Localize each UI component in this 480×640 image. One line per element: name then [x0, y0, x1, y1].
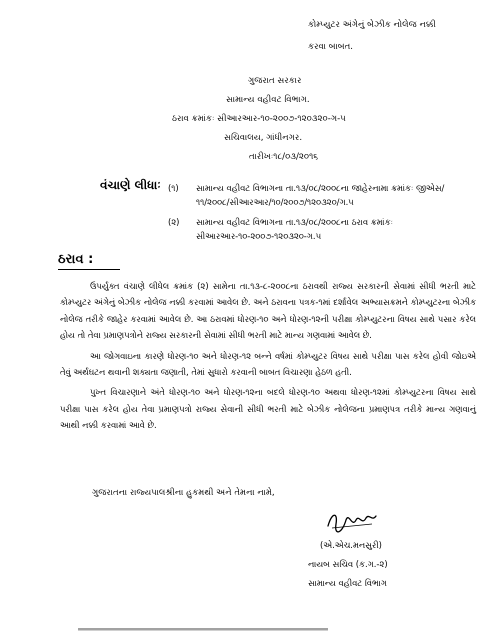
signatory-department: સામાન્ય વહીવટ વિભાગ	[308, 578, 387, 588]
reference-item	[168, 215, 473, 243]
letterhead	[150, 72, 390, 167]
closing-line: ગુજરાતના રાજ્યપાલશ્રીના હુકમથી અને તેમના નામે,	[92, 488, 275, 498]
signature-mark	[322, 508, 382, 536]
subject-line-2: કરવા બાબત.	[308, 42, 354, 52]
subject-line-1: કોમ્પ્યુટર અંગેનું બેઝીક નોલેજ નક્કી	[308, 20, 436, 30]
footer-strip	[78, 627, 328, 634]
resolution-body	[60, 278, 476, 438]
body-paragraph: પુખ્ત વિચારણાને અંતે ધોરણ-૧૦ અને ધોરણ-૧૨ના બદલે ધોરણ-૧૦ અથવા ધોરણ-૧૨માં કોમ્પ્યુટરના વિષય સાથે પરીક્ષા પાસ કરેલ હોય તેવા પ્રમાણપત્રો રાજ્ય સેવાની સીધી ભરતી માટે બેઝીક નોલેજના પ્રમાણપત્ર તરીકે માન્ય ગણવાનું આથી નક્કી કરવામાં આવે છે.	[60, 387, 476, 431]
footer-print-marks	[78, 627, 328, 632]
subject-block	[308, 14, 476, 58]
resolution-heading: ઠરાવ :	[58, 252, 94, 267]
resolution-number: ઠરાવ ક્રમાંકઃ સીઆરઆર-૧૦-૨૦૦૭-૧૨૦૩૨૦-ગ-૫	[172, 114, 346, 124]
reference-text: સામાન્ય વહીવટ વિભાગના તા.૧૩/૦૮/૨૦૦૮ના ઠરાવ ક્રમાંકઃ સીઆરઆર-૧૦-૨૦૦૭-૧૨૦૩૨૦-ગ.૫	[196, 217, 393, 241]
government-name: ગુજરાત સરકાર	[248, 76, 302, 86]
signatory-name: (એ.એચ.મનસુરી)	[320, 540, 382, 550]
reference-list	[168, 181, 473, 249]
department-name: સામાન્ય વહીવટ વિભાગ.	[226, 95, 310, 105]
reference-number: (૧)	[168, 183, 179, 193]
office-location: સચિવાલય, ગાંધીનગર.	[224, 133, 303, 143]
body-paragraph: આ જોગવાઇના કારણે ધોરણ-૧૦ અને ધોરણ-૧૨ બન્ને વર્ષમાં કોમ્પ્યુટર વિષય સાથે પરીક્ષા પાસ કરેલ હોવી જોઇએ તેવું અર્થઘટન થવાની શક્યતા જણાતી, તેમાં સુધારો કરવાની બાબત વિચારણા હેઠળ હતી.	[60, 350, 476, 378]
reference-number: (૨)	[168, 217, 180, 227]
resolution-date: તારીખઃ૧૮/૦૩/૨૦૧૬	[249, 152, 319, 162]
heading-underline	[58, 269, 120, 270]
reference-item	[168, 181, 473, 209]
signatory-designation: નાયબ સચિવ (ક.ગ.-૨)	[308, 559, 388, 569]
signatory-block	[308, 536, 388, 593]
reference-text: સામાન્ય વહીવટ વિભાગના તા.૧૩/૦૮/૨૦૦૮ના જાહેરનામા ક્રમાંકઃ જીએસ/૧૧/૨૦૦૮/સીઆરઆર/૧૦/૨૦૦૭/૧૨૦૩૨૦/ગ.૫	[196, 183, 445, 207]
read-label: વંચાણે લીધાઃ	[100, 178, 161, 192]
body-paragraph: ઉપર્યુક્ત વંચાણે લીધેલ ક્રમાંક (૨) સામેના તા.૧૩-૮-૨૦૦૮ના ઠરાવથી રાજ્ય સરકારની સેવામાં સીધી ભરતી માટે કોમ્પ્યુટર અંગેનું બેઝીક નોલેજ નક્કી કરવામાં આવેલ છે. અને ઠરાવના પત્રક-૧માં દર્શાવેલ અભ્યાસક્રમને કોમ્પ્યુટરના બેઝીક નોલેજ તરીકે જાહેર કરવામાં આવેલ છે. આ ઠરાવમાં ધોરણ-૧૦ અને ધોરણ-૧૨ની પરીક્ષા કોમ્પ્યુટરના વિષય સાથે પસાર કરેલ હોય તો તેવા પ્રમાણપત્રોને રાજ્ય સરકારની સેવામાં સીધી ભરતી માટે માન્ય ગણવામાં આવેલ છે.	[60, 281, 476, 341]
